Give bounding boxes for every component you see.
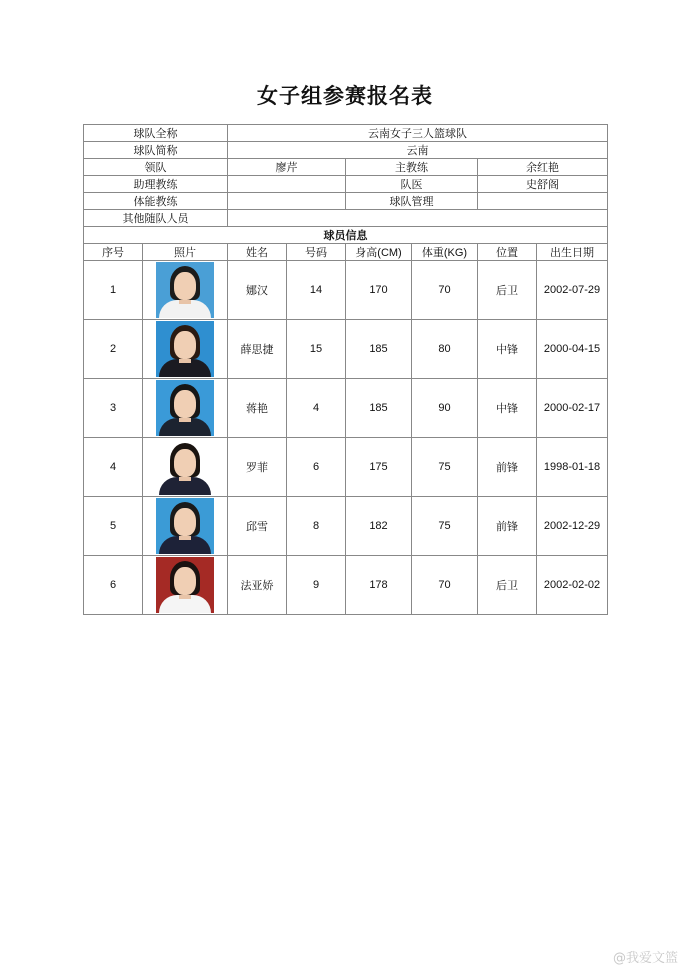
player-photo (143, 438, 228, 497)
player-position: 后卫 (478, 261, 537, 320)
doctor-value: 史舒阁 (478, 176, 608, 193)
players-section-title: 球员信息 (84, 227, 608, 244)
leader-row (84, 159, 608, 176)
players-section-row (84, 227, 608, 244)
player-number: 15 (287, 320, 346, 379)
player-height: 182 (346, 497, 412, 556)
col-header-weight: 体重(KG) (412, 244, 478, 261)
player-no: 2 (84, 320, 143, 379)
player-position: 中锋 (478, 379, 537, 438)
player-number: 14 (287, 261, 346, 320)
player-no: 6 (84, 556, 143, 615)
full-name-value: 云南女子三人篮球队 (228, 125, 608, 142)
player-portrait-image (156, 380, 214, 436)
manager-value (478, 193, 608, 210)
player-height: 175 (346, 438, 412, 497)
player-birth: 2002-02-02 (537, 556, 608, 615)
player-name: 蒋艳 (228, 379, 287, 438)
col-header-no: 序号 (84, 244, 143, 261)
player-position: 前锋 (478, 497, 537, 556)
player-photo (143, 320, 228, 379)
registration-table (83, 124, 608, 615)
player-portrait-image (156, 498, 214, 554)
player-no: 1 (84, 261, 143, 320)
player-photo (143, 556, 228, 615)
player-height: 185 (346, 379, 412, 438)
team-full-name-row (84, 125, 608, 142)
others-row (84, 210, 608, 227)
doctor-label: 队医 (346, 176, 478, 193)
fitness-coach-value (228, 193, 346, 210)
player-height: 185 (346, 320, 412, 379)
others-value (228, 210, 608, 227)
player-row (84, 497, 608, 556)
leader-label: 领队 (84, 159, 228, 176)
player-no: 3 (84, 379, 143, 438)
player-birth: 2000-02-17 (537, 379, 608, 438)
col-header-number: 号码 (287, 244, 346, 261)
player-name: 邱雪 (228, 497, 287, 556)
head-coach-label: 主教练 (346, 159, 478, 176)
head-coach-value: 余红艳 (478, 159, 608, 176)
player-no: 4 (84, 438, 143, 497)
player-row (84, 379, 608, 438)
col-header-height: 身高(CM) (346, 244, 412, 261)
player-portrait-image (156, 439, 214, 495)
player-number: 4 (287, 379, 346, 438)
col-header-name: 姓名 (228, 244, 287, 261)
player-photo (143, 497, 228, 556)
player-birth: 1998-01-18 (537, 438, 608, 497)
leader-value: 廖芹 (228, 159, 346, 176)
player-portrait-image (156, 262, 214, 318)
player-row (84, 438, 608, 497)
player-rows (84, 261, 608, 615)
player-row (84, 320, 608, 379)
player-birth: 2002-07-29 (537, 261, 608, 320)
column-header-row (84, 244, 608, 261)
player-row (84, 556, 608, 615)
manager-label: 球队管理 (346, 193, 478, 210)
col-header-photo: 照片 (143, 244, 228, 261)
watermark: @我爱文篮 (612, 951, 678, 966)
player-birth: 2002-12-29 (537, 497, 608, 556)
player-height: 178 (346, 556, 412, 615)
col-header-birth: 出生日期 (537, 244, 608, 261)
player-photo (143, 379, 228, 438)
player-name: 罗菲 (228, 438, 287, 497)
team-short-name-row (84, 142, 608, 159)
assistant-row (84, 176, 608, 193)
player-position: 前锋 (478, 438, 537, 497)
player-number: 8 (287, 497, 346, 556)
player-name: 法亚娇 (228, 556, 287, 615)
player-position: 中锋 (478, 320, 537, 379)
player-weight: 70 (412, 556, 478, 615)
player-row (84, 261, 608, 320)
player-name: 薛思捷 (228, 320, 287, 379)
player-name: 娜汉 (228, 261, 287, 320)
player-birth: 2000-04-15 (537, 320, 608, 379)
player-weight: 75 (412, 438, 478, 497)
player-portrait-image (156, 321, 214, 377)
page-title: 女子组参赛报名表 (257, 84, 433, 108)
player-portrait-image (156, 557, 214, 613)
short-name-label: 球队简称 (84, 142, 228, 159)
player-weight: 75 (412, 497, 478, 556)
player-height: 170 (346, 261, 412, 320)
full-name-label: 球队全称 (84, 125, 228, 142)
assistant-coach-label: 助理教练 (84, 176, 228, 193)
player-photo (143, 261, 228, 320)
player-weight: 90 (412, 379, 478, 438)
fitness-coach-label: 体能教练 (84, 193, 228, 210)
player-weight: 70 (412, 261, 478, 320)
short-name-value: 云南 (228, 142, 608, 159)
player-position: 后卫 (478, 556, 537, 615)
others-label: 其他随队人员 (84, 210, 228, 227)
player-weight: 80 (412, 320, 478, 379)
player-no: 5 (84, 497, 143, 556)
assistant-coach-value (228, 176, 346, 193)
col-header-position: 位置 (478, 244, 537, 261)
player-number: 6 (287, 438, 346, 497)
player-number: 9 (287, 556, 346, 615)
fitness-row (84, 193, 608, 210)
